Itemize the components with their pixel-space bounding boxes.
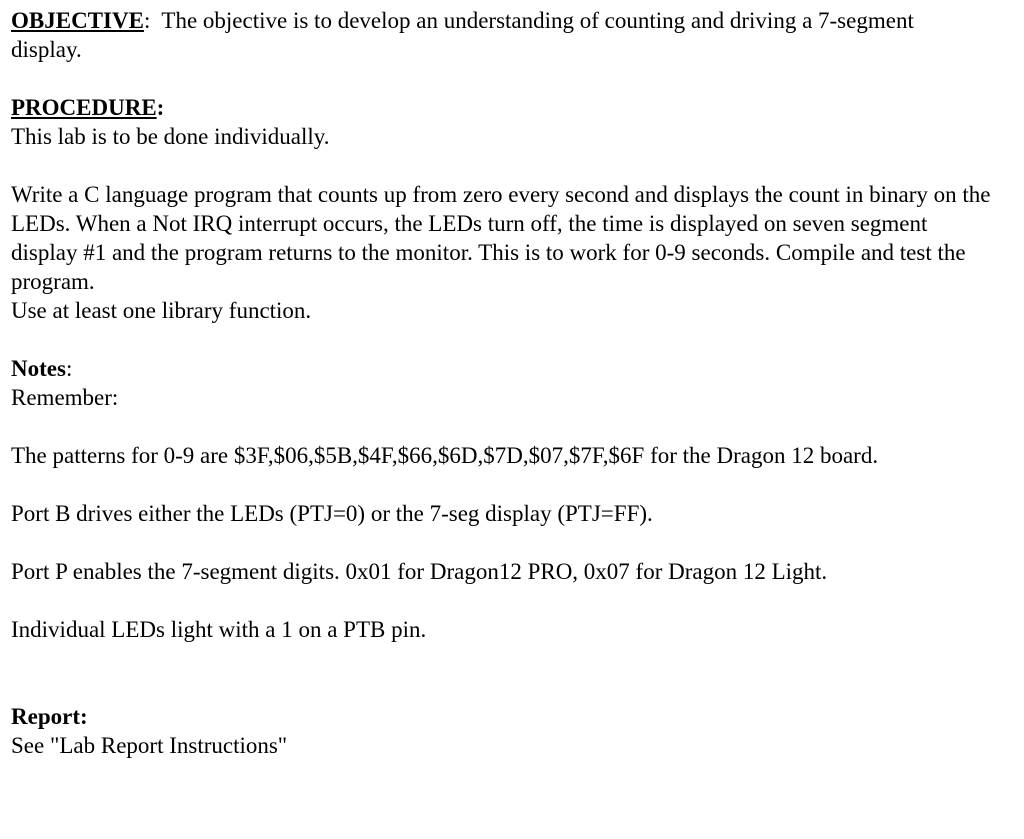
objective-text: The objective is to develop an understanding of counting and driving a 7-segment display. [11, 8, 920, 62]
procedure-separator: : [156, 95, 165, 120]
spacer [11, 644, 1001, 702]
objective-paragraph [11, 6, 941, 64]
spacer [11, 151, 1001, 180]
notes-heading-line [11, 354, 1001, 383]
notes-patterns: The patterns for 0-9 are $3F,$06,$5B,$4F,$66,$6D,$7D,$07,$7F,$6F for the Dragon 12 board. [11, 443, 879, 468]
objective-separator: : [143, 8, 151, 33]
spacer [11, 586, 1001, 615]
procedure-library-note: Use at least one library function. [11, 298, 312, 323]
objective-section [11, 6, 1001, 64]
procedure-program-description: Write a C language program that counts up from zero every second and displays the count in binary on the LEDs. When a Not IRQ interrupt occurs, the LEDs turn off, the time is displayed on seven segment display #1 and the program returns to the monitor. This is to work for 0-9 seconds. Compile and test the program. [11, 182, 991, 294]
report-heading: Report: [11, 704, 88, 729]
procedure-heading: PROCEDURE [11, 95, 157, 120]
procedure-section [11, 93, 1001, 325]
procedure-heading-line [11, 93, 1001, 122]
report-section [11, 702, 1001, 760]
spacer [11, 64, 1001, 93]
notes-section [11, 354, 1001, 644]
objective-heading: OBJECTIVE [11, 8, 144, 33]
report-text: See "Lab Report Instructions" [11, 733, 288, 758]
spacer [11, 412, 1001, 441]
notes-separator: : [65, 356, 73, 381]
spacer [11, 470, 1001, 499]
notes-heading: Notes [11, 356, 66, 381]
notes-leds: Individual LEDs light with a 1 on a PTB pin. [11, 617, 427, 642]
notes-remember: Remember: [11, 385, 119, 410]
notes-port-b: Port B drives either the LEDs (PTJ=0) or the 7-seg display (PTJ=FF). [11, 501, 653, 526]
procedure-individual: This lab is to be done individually. [11, 124, 330, 149]
spacer [11, 528, 1001, 557]
lab-document [11, 6, 1001, 760]
spacer [11, 325, 1001, 354]
notes-port-p: Port P enables the 7-segment digits. 0x01 for Dragon12 PRO, 0x07 for Dragon 12 Light. [11, 559, 828, 584]
